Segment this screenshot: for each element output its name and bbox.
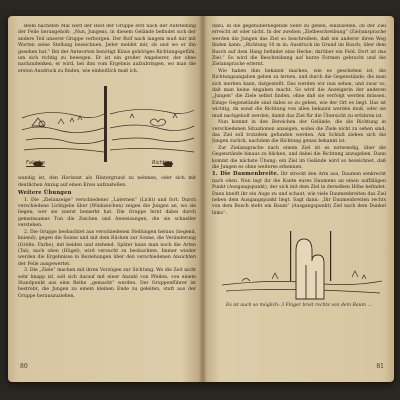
label-richtige: Richtige: [152, 160, 173, 167]
right-paragraph-3: Nun kommt in den Bereichen der Gelände, die die Richtung in verschiedenen Situationen anzeigen, wobei die Ziele nicht zu sehen sind; das Ziel soll trotzdem gefunden werden. Am Schluß ziehen sich die Jungen zurück, nachdem die Richtung genau bekannt ist.: [212, 120, 386, 145]
left-page: [18, 24, 196, 374]
thumb-width-sketch: [212, 221, 386, 301]
thumb-illustration: [212, 221, 386, 301]
page-number-left: 80: [20, 363, 28, 370]
right-intro-text: dazu, in die gegenüberliegende Seite zu gehen, einzusehen, ob der Ziel erreicht ist oder nicht. In der zweiten „Zielbeschreibung“ (Ziel)ansprache werden die Jungen das Ziel so beschreiben, daß ein anderer ihren Weg finden kann: „Richtung 10 m in: Ausdruck im Grund im Busch; über dem Busch auf dem Hang befindet eine Hecke; darüber ein Feld. Dort ist das Ziel.“ So wird die Beschreibung auf kurze Formen gebracht und die Zielansprache erlernt.: [212, 24, 386, 68]
illustration-caption: Es ist auch so möglich: 3 Finger breit rechts von dem Baum …: [226, 303, 372, 309]
book-spine: [199, 16, 207, 382]
right-paragraph-4: Zur Zielansprache nach einem Ziel ist es notwendig, über die Gegenstände hinaus zu blicken, und dabei die Richtung anzugeben. Dann kommt die nächste Übung: ein Ziel im Gelände wird so bezeichnet, daß die Jungen es ohne weiteres erkennen.: [212, 145, 386, 170]
heading-daumenbreite: 1. Die Daumenbreite.: [212, 171, 279, 178]
landscape-illustration: [18, 78, 196, 174]
daumenbreite-text: Ihr streckt den Arm aus, Daumen senkrecht nach oben. Nun legt ihr die Kante eures Daumens an einen auffälligen Punkt (Ausgangspunkt), der sich mit dem Ziel in derselben Höhe befindet. Dann kneift ihr ein Auge zu und schaut, wie viele Daumenbreiten das Ziel neben dem Ausgangspunkt liegt. Sagt dann: „Ihr Daumenbreiten rechts von dem Busch steht ein Baum“ (Ausgangspunkt) Ziel nach dem Dunkel links“.: [212, 172, 386, 216]
heading-weitere-uebungen: Weitere Übungen: [18, 190, 72, 197]
after-illustration-text: wandig ist, den Horizont als Hintergrund zu nehmen, oder sich mit deutlichen Anzug auf einen Kreis aufzustellen.: [18, 176, 196, 188]
exercise-item-1: 1. Die „Zielanzeige“ verschiedener „Laternen“ (Licht) und fort. Durch verschiedene Lichtgebe über (Winkzeichen) zeigen die Jungen an, wo sie liegen; wer sie zuerst bemerkt hat. Die Gruppe lernt dabei durch gemeinsames Tun die Zeichen und Anweisungen, die sie schneller verstehen.: [18, 197, 196, 229]
right-page: [212, 24, 386, 374]
exercise-item-3: 3. Die „Ziele“ machen mit ihren Vorzügen zur Sichtung. Wo die Zeit nicht sehr knapp ist, soll sich darauf mit einer Anzahl von Pfeilen, von einem Standpunkt aus eine Reihe „gemacht“ werden. Der Gruppenführer ist bestrebt, die Jungen zu einem kleinen Ende zu geleiten, statt aus der Gruppe herauszuziehen.: [18, 268, 196, 299]
left-intro-text: Beim nächsten Mal wird der Rest der Gruppe erst nach der Aufstellung der Feile herangeholt: „Nun, Jungens, in diesem Gelände befindet sich der andere Teil unserer Gruppe verborgen. Der Rolf nach langem muß mir mit Worten seine Stellung bezeichnen, Jeder meldet mir, ob und wo er ihn gesehen hat.“ Bei der Antworten benötigt Klaus gehöriges Richtungsgefühl, um sich richtig zu bewegen. Er ist ein großer Angeberer, der ohne nachzudenken, er wird, bei ihm vom Ergebnis aufzubringen, wo man die ersten Ausdruck zu finden, wie einheitlich muß ich.: [18, 24, 196, 74]
exercise-item-2: 2. Die Gruppe beobachtet aus verschiedenen Stellungen heraus (liegend, kniend), gegen die Sonne und mit dem Rücken zur Sonne, die Veränderung (Größe, Farbe), mit beiden und stehend. Später kann man noch die Arten (Tal), nach oben (Hügel), wird versucht zu beobachten. Immer wieder werden die Ergebnisse in Beziehungen über den verschiedenen Ansichten der Feile ausgewertet.: [18, 229, 196, 267]
page-number-right: 81: [376, 363, 384, 370]
label-falsche: Falsche: [26, 160, 45, 167]
open-book: [8, 16, 394, 382]
right-paragraph-2: Wie haben ihm bekannt machen, wie es geschehen ist, die Richtungsangaben geben zu lernen, und durch die Gegenstände, die man sich merken kann, dargestellt. Das werden wir nun sehen, und zwar so, daß man keine Angaben macht. So wird die Anzeigerin der anderen „Jungen“ die Ziele selbst finden, ohne daß sie verfolgt werden müssen. Einige Gegenstände sind dabei so zu geben, wie der Ort es liegt. Das ist wichtig, da sonst die Richtung von allen bekannt werden muß, oder sie muß nachgeholt werden, damit das Ziel für die Übersicht zu erfahren ist.: [212, 68, 386, 119]
